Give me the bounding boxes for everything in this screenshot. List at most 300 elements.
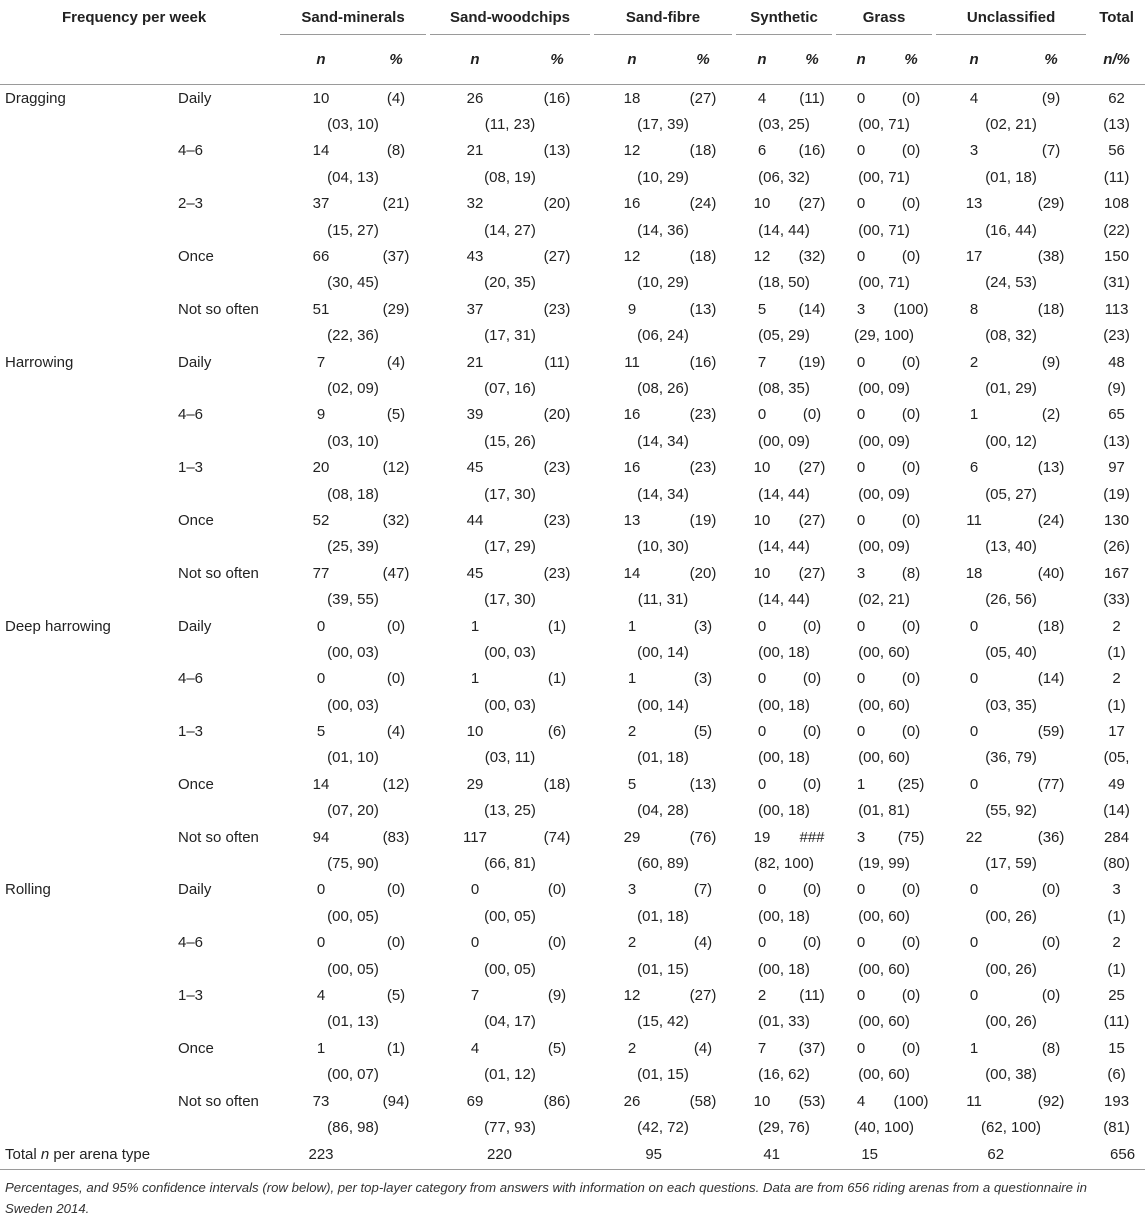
percent-cell: (19) [798,353,826,371]
percent-cell: (8) [386,142,406,160]
total-count-cell: 3 [1112,881,1121,899]
total-count-cell: 65 [1108,406,1125,424]
ci-row [0,1009,1145,1035]
ci-spacer [0,586,170,612]
ci-spacer [0,534,170,560]
table-row [0,982,1145,1008]
confidence-interval-cell: (00, 03) [327,643,379,661]
percent-cell: (74) [543,828,571,846]
group-label [0,930,170,956]
percent-cell: (25) [897,775,925,793]
column-header: Synthetic [734,0,834,35]
count-cell: 117 [463,828,487,846]
group-label [0,296,170,322]
count-cell: 14 [312,142,330,160]
table-row [0,613,1145,639]
percent-cell: (0) [901,406,921,424]
ci-spacer [170,745,278,771]
confidence-interval-cell: (03, 10) [327,432,379,450]
total-count-cell: 62 [1108,89,1125,107]
percent-cell: (0) [1041,986,1061,1004]
count-cell: 0 [470,881,480,899]
confidence-interval-cell: (08, 19) [484,168,536,186]
percent-cell: (0) [901,142,921,160]
count-cell: 0 [969,881,979,899]
percent-cell: (37) [382,248,410,266]
table-row [0,296,1145,322]
ci-spacer [170,586,278,612]
ci-row [0,692,1145,718]
table-row [0,666,1145,692]
frequency-label: 1–3 [178,723,204,741]
ci-spacer [170,639,278,665]
count-cell: 26 [623,1092,641,1110]
confidence-interval-cell: (55, 92) [985,802,1037,820]
confidence-interval-cell: (00, 71) [858,221,910,239]
total-percent-cell: (33) [1103,591,1130,609]
count-cell: 3 [856,300,866,318]
confidence-interval-cell: (17, 39) [637,116,689,134]
table-body [0,85,1145,1170]
confidence-interval-cell: (25, 39) [327,538,379,556]
total-count-cell: 2 [1112,934,1121,952]
ci-spacer [0,323,170,349]
confidence-interval-cell: (30, 45) [327,274,379,292]
ci-row [0,270,1145,296]
total-percent-cell: (1) [1107,960,1126,978]
total-value: 41 [672,1141,790,1170]
count-cell: 1 [856,775,866,793]
ci-spacer [170,217,278,243]
percent-cell: (6) [547,723,567,741]
n-subheader: n [428,35,522,85]
total-value: 656 [1014,1141,1145,1170]
percent-cell: (7) [693,881,713,899]
percent-cell: (19) [689,511,717,529]
percent-cell: (18) [689,142,717,160]
percent-cell: (0) [802,670,822,688]
percent-cell: (0) [901,89,921,107]
count-cell: 8 [969,300,979,318]
percent-cell: (0) [901,195,921,213]
percent-cell: (53) [798,1092,826,1110]
count-cell: 0 [969,775,979,793]
count-cell: 18 [623,89,641,107]
count-cell: 1 [627,670,637,688]
confidence-interval-cell: (14, 34) [637,432,689,450]
total-count-cell: 167 [1104,564,1130,582]
confidence-interval-cell: (02, 09) [327,379,379,397]
count-cell: 10 [753,195,771,213]
confidence-interval-cell: (06, 24) [637,327,689,345]
group-label [0,243,170,269]
total-percent-cell: (13) [1103,116,1130,134]
confidence-interval-cell: (24, 53) [985,274,1037,292]
percent-cell: (24) [689,195,717,213]
confidence-interval-cell: (18, 50) [758,274,810,292]
subheader-spacer [0,35,278,85]
ci-row [0,323,1145,349]
count-cell: 4 [470,1039,480,1057]
confidence-interval-cell: (60, 89) [637,855,689,873]
count-cell: 7 [470,986,480,1004]
confidence-interval-cell: (00, 71) [858,274,910,292]
total-count-cell: 56 [1108,142,1125,160]
count-cell: 2 [627,723,637,741]
confidence-interval-cell: (42, 72) [637,1118,689,1136]
percent-cell: (23) [543,300,571,318]
count-cell: 0 [856,986,866,1004]
ci-spacer [0,164,170,190]
count-cell: 0 [856,406,866,424]
frequency-label: Daily [178,617,212,635]
confidence-interval-cell: (00, 03) [484,696,536,714]
table-row [0,824,1145,850]
group-label [0,191,170,217]
column-header: Sand-minerals [278,0,428,35]
ci-spacer [0,692,170,718]
count-cell: 77 [312,564,330,582]
total-count-cell: 97 [1108,459,1125,477]
count-cell: 2 [757,986,767,1004]
percent-cell: (5) [386,986,406,1004]
ci-spacer [0,1061,170,1087]
ci-row [0,639,1145,665]
count-cell: 4 [757,89,767,107]
confidence-interval-cell: (82, 100) [754,855,815,873]
confidence-interval-cell: (17, 30) [484,485,536,503]
count-cell: 10 [312,89,330,107]
confidence-interval-cell: (66, 81) [484,855,536,873]
ci-spacer [170,1061,278,1087]
percent-cell: (1) [386,1039,406,1057]
table-row [0,1035,1145,1061]
percent-cell: (8) [1041,1039,1061,1057]
percent-cell: (36) [1037,828,1065,846]
totals-label-n: n [40,1146,50,1164]
column-header: Sand-woodchips [428,0,592,35]
percent-cell: (0) [386,934,406,952]
group-label [0,138,170,164]
ci-spacer [170,534,278,560]
percent-cell: (13) [689,775,717,793]
percent-cell: (32) [382,511,410,529]
frequency-label: Not so often [178,1092,259,1110]
frequency-label: Once [178,248,214,266]
percent-cell: (4) [693,1039,713,1057]
count-cell: 1 [627,617,637,635]
count-cell: 0 [757,670,767,688]
percent-cell: (92) [1037,1092,1065,1110]
confidence-interval-cell: (10, 29) [637,168,689,186]
total-percent-cell: (05, [1103,749,1130,767]
count-cell: 12 [623,142,641,160]
count-cell: 16 [623,459,641,477]
confidence-interval-cell: (04, 28) [637,802,689,820]
group-label [0,1035,170,1061]
count-cell: 17 [965,248,983,266]
n-subheader: n [934,35,1014,85]
count-cell: 45 [466,459,484,477]
group-label [0,1088,170,1114]
percent-cell: (0) [386,881,406,899]
confidence-interval-cell: (00, 60) [858,696,910,714]
count-cell: 10 [753,511,771,529]
count-cell: 0 [856,881,866,899]
count-cell: 44 [466,511,484,529]
percent-cell: (27) [689,986,717,1004]
percent-cell: (0) [802,934,822,952]
confidence-interval-cell: (19, 99) [858,855,910,873]
count-cell: 0 [969,986,979,1004]
count-cell: 0 [856,248,866,266]
percent-cell: (9) [1041,353,1061,371]
ci-spacer [0,1009,170,1035]
table-row [0,877,1145,903]
table-row [0,1088,1145,1114]
count-cell: 29 [623,828,641,846]
confidence-interval-cell: (15, 27) [327,221,379,239]
percent-cell: (59) [1037,723,1065,741]
percent-cell: (0) [901,1039,921,1057]
frequency-label: Once [178,1039,214,1057]
ci-row [0,1061,1145,1087]
total-percent-cell: (22) [1103,221,1130,239]
table-row [0,191,1145,217]
percent-cell: (75) [897,828,925,846]
ci-spacer [170,428,278,454]
confidence-interval-cell: (00, 09) [858,485,910,503]
count-cell: 32 [466,195,484,213]
percent-cell: (0) [547,934,567,952]
total-count-cell: 25 [1108,986,1125,1004]
count-cell: 3 [856,828,866,846]
count-cell: 2 [969,353,979,371]
percent-cell: (16) [798,142,826,160]
confidence-interval-cell: (01, 10) [327,749,379,767]
confidence-interval-cell: (00, 05) [484,907,536,925]
group-label [0,402,170,428]
percent-cell: (40) [1037,564,1065,582]
header-row [0,0,1145,35]
count-cell: 4 [316,986,326,1004]
confidence-interval-cell: (08, 26) [637,379,689,397]
confidence-interval-cell: (20, 35) [484,274,536,292]
confidence-interval-cell: (86, 98) [327,1118,379,1136]
percent-cell: (5) [386,406,406,424]
confidence-interval-cell: (00, 38) [985,1066,1037,1084]
count-cell: 0 [856,459,866,477]
frequency-label: 4–6 [178,142,204,160]
confidence-interval-cell: (17, 59) [985,855,1037,873]
n-subheader: n [278,35,364,85]
confidence-interval-cell: (04, 13) [327,168,379,186]
ci-row [0,111,1145,137]
total-header: Total [1099,9,1134,26]
percent-cell: (1) [547,617,567,635]
pct-subheader: % [790,35,834,85]
column-header: Unclassified [934,0,1088,35]
ci-spacer [0,956,170,982]
table-row [0,454,1145,480]
count-cell: 0 [969,934,979,952]
confidence-interval-cell: (01, 15) [637,1066,689,1084]
ci-spacer [0,903,170,929]
ci-row [0,903,1145,929]
confidence-interval-cell: (05, 29) [758,327,810,345]
count-cell: 5 [627,775,637,793]
table-row [0,138,1145,164]
ci-row [0,586,1145,612]
totals-row [0,1141,1145,1170]
count-cell: 0 [470,934,480,952]
confidence-interval-cell: (00, 71) [858,116,910,134]
confidence-interval-cell: (75, 90) [327,855,379,873]
percent-cell: (0) [901,511,921,529]
total-subheader: n/% [1088,35,1145,85]
frequency-label: Not so often [178,564,259,582]
percent-cell: (18) [1037,300,1065,318]
confidence-interval-cell: (14, 34) [637,485,689,503]
confidence-interval-cell: (22, 36) [327,327,379,345]
total-percent-cell: (26) [1103,538,1130,556]
percent-cell: (16) [543,89,571,107]
count-cell: 21 [466,353,484,371]
frequency-label: 2–3 [178,195,204,213]
confidence-interval-cell: (07, 16) [484,379,536,397]
count-cell: 13 [965,195,983,213]
total-value: 220 [364,1141,522,1170]
count-cell: 16 [623,195,641,213]
count-cell: 37 [466,300,484,318]
total-count-cell: 150 [1104,248,1130,266]
confidence-interval-cell: (02, 21) [985,116,1037,134]
percent-cell: (5) [547,1039,567,1057]
confidence-interval-cell: (00, 18) [758,802,810,820]
frequency-label: Daily [178,353,212,371]
count-cell: 9 [627,300,637,318]
table-row [0,560,1145,586]
count-cell: 18 [965,564,983,582]
ci-spacer [170,1009,278,1035]
total-count-cell: 15 [1108,1039,1125,1057]
total-count-cell: 17 [1108,723,1125,741]
total-percent-cell: (80) [1103,855,1130,873]
pct-subheader: % [364,35,428,85]
count-cell: 0 [316,881,326,899]
percent-cell: (12) [382,775,410,793]
confidence-interval-cell: (11, 23) [484,116,536,134]
percent-cell: (1) [547,670,567,688]
subheader-row [0,35,1145,85]
count-cell: 11 [624,353,640,371]
confidence-interval-cell: (39, 55) [327,591,379,609]
percent-cell: (2) [1041,406,1061,424]
ci-spacer [170,798,278,824]
ci-spacer [170,270,278,296]
ci-spacer [170,481,278,507]
group-label [0,560,170,586]
group-label [0,982,170,1008]
ci-spacer [170,903,278,929]
confidence-interval-cell: (00, 09) [858,432,910,450]
count-cell: 5 [757,300,767,318]
confidence-interval-cell: (14, 44) [758,538,810,556]
percent-cell: (3) [693,670,713,688]
confidence-interval-cell: (00, 60) [858,907,910,925]
frequency-label: Once [178,511,214,529]
confidence-interval-cell: (00, 18) [758,749,810,767]
count-cell: 26 [466,89,484,107]
confidence-interval-cell: (77, 93) [484,1118,536,1136]
count-cell: 7 [316,353,326,371]
confidence-interval-cell: (16, 44) [985,221,1037,239]
count-cell: 69 [466,1092,484,1110]
percent-cell: (5) [693,723,713,741]
confidence-interval-cell: (00, 09) [858,379,910,397]
confidence-interval-cell: (14, 44) [758,221,810,239]
count-cell: 10 [753,564,771,582]
percent-cell: (0) [802,881,822,899]
confidence-interval-cell: (14, 44) [758,591,810,609]
total-percent-cell: (31) [1103,274,1130,292]
confidence-interval-cell: (36, 79) [985,749,1037,767]
confidence-interval-cell: (07, 20) [327,802,379,820]
confidence-interval-cell: (00, 12) [985,432,1037,450]
count-cell: 73 [312,1092,330,1110]
count-cell: 4 [969,89,979,107]
percent-cell: (8) [901,564,921,582]
count-cell: 51 [312,300,330,318]
count-cell: 0 [757,723,767,741]
count-cell: 0 [856,934,866,952]
percent-cell: (0) [901,934,921,952]
ci-row [0,850,1145,876]
confidence-interval-cell: (00, 26) [985,907,1037,925]
percent-cell: (12) [382,459,410,477]
count-cell: 1 [969,406,979,424]
confidence-interval-cell: (08, 35) [758,379,810,397]
percent-cell: (23) [689,406,717,424]
percent-cell: (4) [386,89,406,107]
group-label: Rolling [5,881,51,899]
count-cell: 12 [623,986,641,1004]
totals-label [0,1141,278,1170]
percent-cell: (13) [543,142,571,160]
percent-cell: (13) [689,300,717,318]
count-cell: 13 [623,511,641,529]
frequency-label: 1–3 [178,459,204,477]
column-header: Grass [834,0,934,35]
confidence-interval-cell: (62, 100) [981,1118,1042,1136]
percent-cell: (0) [901,459,921,477]
confidence-interval-cell: (11, 31) [637,591,689,609]
count-cell: 43 [466,248,484,266]
count-cell: 1 [969,1039,979,1057]
count-cell: 3 [627,881,637,899]
percent-cell: (27) [543,248,571,266]
confidence-interval-cell: (03, 25) [758,116,810,134]
percent-cell: (29) [1037,195,1065,213]
percent-cell: (32) [798,248,826,266]
confidence-interval-cell: (40, 100) [854,1118,915,1136]
confidence-interval-cell: (00, 07) [327,1066,379,1084]
total-value: 95 [522,1141,672,1170]
count-cell: 11 [966,1092,982,1110]
ci-spacer [170,1114,278,1140]
percent-cell: (11) [799,986,825,1004]
count-cell: 0 [757,881,767,899]
